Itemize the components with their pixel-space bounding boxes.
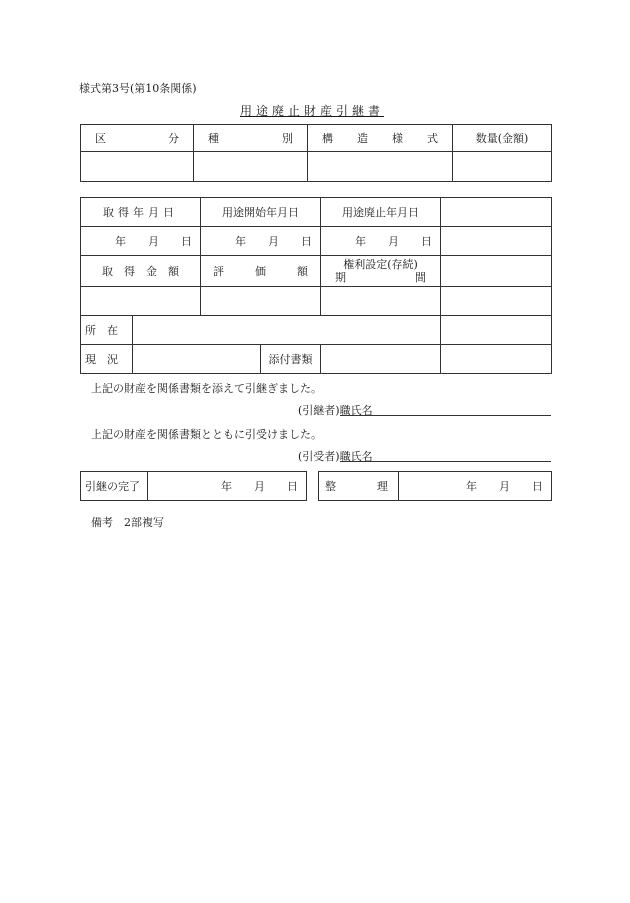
header-quantity: 数量(金額): [453, 125, 552, 152]
cell-type[interactable]: [194, 152, 308, 182]
rights-label-top: 権利設定(存続): [343, 258, 418, 271]
transfer-statement: 上記の財産を関係書類を添えて引継ぎました。: [91, 382, 322, 395]
completion-date[interactable]: 年 月 日: [148, 472, 307, 501]
cell-classification[interactable]: [81, 152, 194, 182]
arrangement-date[interactable]: 年 月 日: [399, 472, 552, 501]
completion-label: 引継の完了: [81, 472, 148, 501]
property-detail-table: [80, 197, 552, 374]
header-type: 種 別: [194, 125, 308, 152]
attachments-label: 添付書類: [261, 345, 321, 374]
transferee-signature-line[interactable]: [340, 461, 551, 462]
status-label: 現 況: [81, 345, 133, 374]
use-end-date-label: 用途廃止年月日: [321, 198, 441, 227]
extra-cell-3[interactable]: [441, 256, 552, 287]
location-label: 所 在: [81, 316, 133, 345]
use-end-date-value[interactable]: 年 月 日: [321, 227, 441, 256]
arrangement-label: 整 理: [319, 472, 399, 501]
transferor-signature-line[interactable]: [340, 415, 551, 416]
rights-period-value[interactable]: [321, 287, 441, 316]
status-value[interactable]: [133, 345, 261, 374]
location-value[interactable]: [133, 316, 441, 345]
use-start-date-label: 用途開始年月日: [201, 198, 321, 227]
acquisition-amount-label: 取 得 金 額: [81, 256, 201, 287]
extra-cell-4[interactable]: [441, 287, 552, 316]
acquisition-date-value[interactable]: 年 月 日: [81, 227, 201, 256]
header-structure: 構 造 様 式: [308, 125, 453, 152]
transferor-label: (引継者)職氏名: [298, 404, 373, 417]
attachments-value[interactable]: [321, 345, 441, 374]
rights-period-label: 権利設定(存続) 期 間: [321, 256, 441, 287]
document-title: 用途廃止財産引継書: [240, 104, 385, 118]
arrangement-table: [318, 471, 552, 501]
transferee-label: (引受者)職氏名: [298, 450, 373, 463]
remarks: 備考 2部複写: [91, 516, 164, 529]
header-classification: 区 分: [81, 125, 194, 152]
cell-quantity[interactable]: [453, 152, 552, 182]
extra-cell-1[interactable]: [441, 198, 552, 227]
valuation-label: 評 価 額: [201, 256, 321, 287]
cell-structure[interactable]: [308, 152, 453, 182]
form-number: 様式第3号(第10条関係): [79, 82, 197, 95]
extra-cell-6[interactable]: [441, 345, 552, 374]
extra-cell-5[interactable]: [441, 316, 552, 345]
receipt-statement: 上記の財産を関係書類とともに引受けました。: [91, 428, 322, 441]
acquisition-date-label: 取得年月日: [81, 198, 201, 227]
use-start-date-value[interactable]: 年 月 日: [201, 227, 321, 256]
acquisition-amount-value[interactable]: [81, 287, 201, 316]
completion-table: [80, 471, 307, 501]
valuation-value[interactable]: [201, 287, 321, 316]
property-type-table: [80, 124, 552, 182]
extra-cell-2[interactable]: [441, 227, 552, 256]
